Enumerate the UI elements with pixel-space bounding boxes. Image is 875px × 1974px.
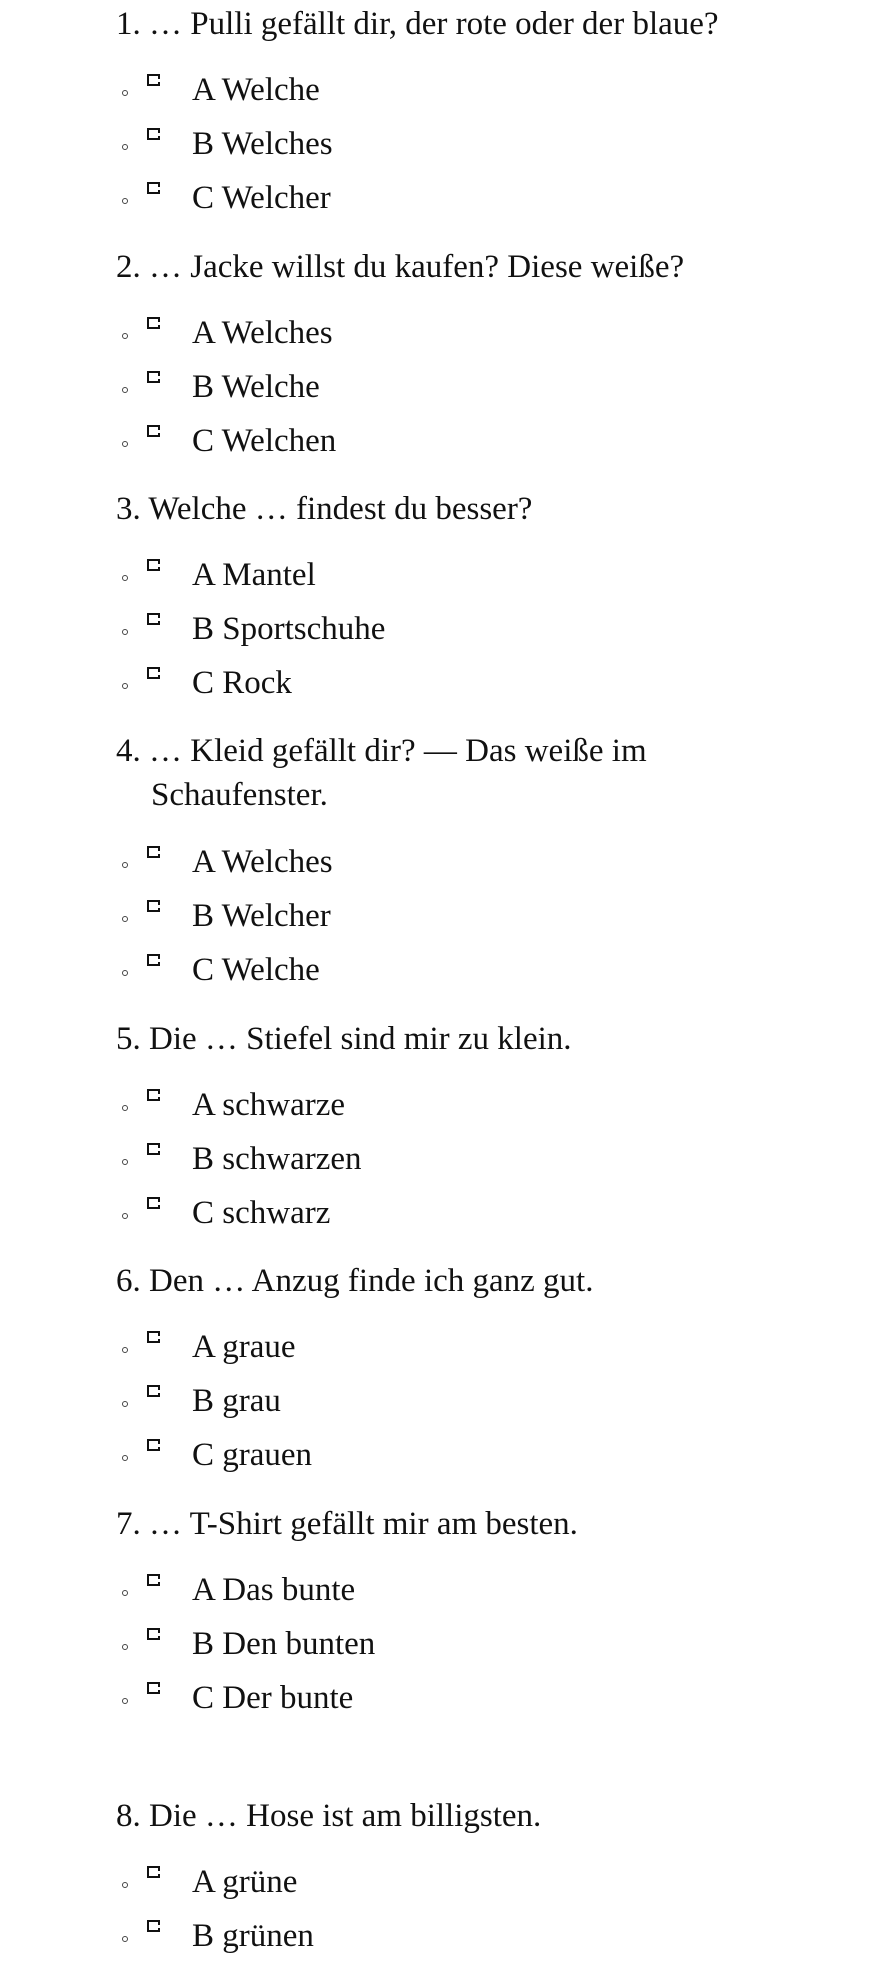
bullet-icon bbox=[122, 1105, 128, 1111]
checkbox-icon[interactable] bbox=[147, 128, 160, 140]
question-7 bbox=[116, 1502, 836, 1546]
option-3-a[interactable] bbox=[120, 553, 720, 597]
question-text: Die … Hose ist am billigsten. bbox=[149, 1798, 542, 1834]
checkbox-icon[interactable] bbox=[147, 1574, 160, 1586]
option-label: A schwarze bbox=[192, 1087, 346, 1123]
option-label: C Welcher bbox=[192, 180, 331, 216]
checkbox-icon[interactable] bbox=[147, 1628, 160, 1640]
checkbox-icon[interactable] bbox=[147, 846, 160, 858]
checkbox-icon[interactable] bbox=[147, 1920, 160, 1932]
bullet-icon bbox=[122, 90, 128, 96]
option-5-c[interactable] bbox=[120, 1191, 720, 1235]
question-text: … Jacke willst du kaufen? Diese weiße? bbox=[149, 249, 685, 285]
bullet-icon bbox=[122, 1590, 128, 1596]
option-label: C grauen bbox=[192, 1437, 313, 1473]
question-2 bbox=[116, 245, 836, 289]
option-1-b[interactable] bbox=[120, 122, 720, 166]
question-text: … Pulli gefällt dir, der rote oder der blaue? bbox=[149, 6, 719, 42]
checkbox-icon[interactable] bbox=[147, 182, 160, 194]
question-3 bbox=[116, 487, 836, 531]
question-text: Den … Anzug finde ich ganz gut. bbox=[149, 1263, 594, 1299]
question-number: 8. bbox=[116, 1798, 141, 1834]
question-text: … T-Shirt gefällt mir am besten. bbox=[149, 1506, 578, 1542]
option-label: B schwarzen bbox=[192, 1141, 362, 1177]
option-label: A graue bbox=[192, 1329, 296, 1365]
question-5 bbox=[116, 1017, 836, 1061]
checkbox-icon[interactable] bbox=[147, 900, 160, 912]
option-7-c[interactable] bbox=[120, 1676, 720, 1720]
question-number: 5. bbox=[116, 1021, 141, 1057]
bullet-icon bbox=[122, 1698, 128, 1704]
option-6-b[interactable] bbox=[120, 1379, 720, 1423]
option-label: C Rock bbox=[192, 665, 292, 701]
checkbox-icon[interactable] bbox=[147, 74, 160, 86]
option-label: A Welche bbox=[192, 72, 320, 108]
question-number: 2. bbox=[116, 249, 141, 285]
option-label: A Welches bbox=[192, 315, 333, 351]
checkbox-icon[interactable] bbox=[147, 559, 160, 571]
option-6-c[interactable] bbox=[120, 1433, 720, 1477]
option-label: A Das bunte bbox=[192, 1572, 356, 1608]
option-2-b[interactable] bbox=[120, 365, 720, 409]
option-label: B grau bbox=[192, 1383, 281, 1419]
question-number: 6. bbox=[116, 1263, 141, 1299]
option-1-a[interactable] bbox=[120, 68, 720, 112]
question-8 bbox=[116, 1794, 836, 1838]
bullet-icon bbox=[122, 683, 128, 689]
checkbox-icon[interactable] bbox=[147, 1682, 160, 1694]
question-4 bbox=[116, 729, 736, 817]
option-2-c[interactable] bbox=[120, 419, 720, 463]
checkbox-icon[interactable] bbox=[147, 1197, 160, 1209]
option-4-b[interactable] bbox=[120, 894, 720, 938]
bullet-icon bbox=[122, 629, 128, 635]
checkbox-icon[interactable] bbox=[147, 667, 160, 679]
option-2-a[interactable] bbox=[120, 311, 720, 355]
option-3-c[interactable] bbox=[120, 661, 720, 705]
option-label: A Welches bbox=[192, 844, 333, 880]
option-label: A Mantel bbox=[192, 557, 316, 593]
checkbox-icon[interactable] bbox=[147, 1866, 160, 1878]
option-label: B Sportschuhe bbox=[192, 611, 386, 647]
bullet-icon bbox=[122, 198, 128, 204]
bullet-icon bbox=[122, 1347, 128, 1353]
checkbox-icon[interactable] bbox=[147, 1385, 160, 1397]
option-1-c[interactable] bbox=[120, 176, 720, 220]
option-8-b[interactable] bbox=[120, 1914, 720, 1958]
option-7-b[interactable] bbox=[120, 1622, 720, 1666]
option-4-a[interactable] bbox=[120, 840, 720, 884]
question-number: 3. bbox=[116, 491, 141, 527]
option-label: C Welche bbox=[192, 952, 320, 988]
bullet-icon bbox=[122, 1159, 128, 1165]
question-text: … Kleid gefällt dir? — Das weiße im Schaufenster. bbox=[149, 733, 647, 813]
question-6 bbox=[116, 1259, 836, 1303]
bullet-icon bbox=[122, 1213, 128, 1219]
checkbox-icon[interactable] bbox=[147, 1331, 160, 1343]
option-label: B Welcher bbox=[192, 898, 331, 934]
bullet-icon bbox=[122, 575, 128, 581]
checkbox-icon[interactable] bbox=[147, 1089, 160, 1101]
checkbox-icon[interactable] bbox=[147, 425, 160, 437]
bullet-icon bbox=[122, 970, 128, 976]
bullet-icon bbox=[122, 1882, 128, 1888]
question-1 bbox=[116, 2, 836, 46]
checkbox-icon[interactable] bbox=[147, 1143, 160, 1155]
option-7-a[interactable] bbox=[120, 1568, 720, 1612]
checkbox-icon[interactable] bbox=[147, 317, 160, 329]
bullet-icon bbox=[122, 387, 128, 393]
option-label: B Den bunten bbox=[192, 1626, 376, 1662]
option-label: B Welche bbox=[192, 369, 320, 405]
bullet-icon bbox=[122, 441, 128, 447]
bullet-icon bbox=[122, 1936, 128, 1942]
bullet-icon bbox=[122, 333, 128, 339]
option-label: C schwarz bbox=[192, 1195, 331, 1231]
bullet-icon bbox=[122, 916, 128, 922]
option-label: B Welches bbox=[192, 126, 333, 162]
bullet-icon bbox=[122, 1401, 128, 1407]
checkbox-icon[interactable] bbox=[147, 371, 160, 383]
option-5-b[interactable] bbox=[120, 1137, 720, 1181]
checkbox-icon[interactable] bbox=[147, 1439, 160, 1451]
question-text: Welche … findest du besser? bbox=[148, 491, 533, 527]
option-label: A grüne bbox=[192, 1864, 298, 1900]
question-number: 4. bbox=[116, 733, 141, 769]
question-number: 1. bbox=[116, 6, 141, 42]
question-text: Die … Stiefel sind mir zu klein. bbox=[149, 1021, 572, 1057]
bullet-icon bbox=[122, 1455, 128, 1461]
option-label: C Der bunte bbox=[192, 1680, 354, 1716]
checkbox-icon[interactable] bbox=[147, 954, 160, 966]
option-label: C Welchen bbox=[192, 423, 337, 459]
option-4-c[interactable] bbox=[120, 948, 720, 992]
bullet-icon bbox=[122, 1644, 128, 1650]
option-6-a[interactable] bbox=[120, 1325, 720, 1369]
option-8-a[interactable] bbox=[120, 1860, 720, 1904]
option-5-a[interactable] bbox=[120, 1083, 720, 1127]
question-number: 7. bbox=[116, 1506, 141, 1542]
bullet-icon bbox=[122, 862, 128, 868]
option-3-b[interactable] bbox=[120, 607, 720, 651]
checkbox-icon[interactable] bbox=[147, 613, 160, 625]
option-label: B grünen bbox=[192, 1918, 314, 1954]
bullet-icon bbox=[122, 144, 128, 150]
